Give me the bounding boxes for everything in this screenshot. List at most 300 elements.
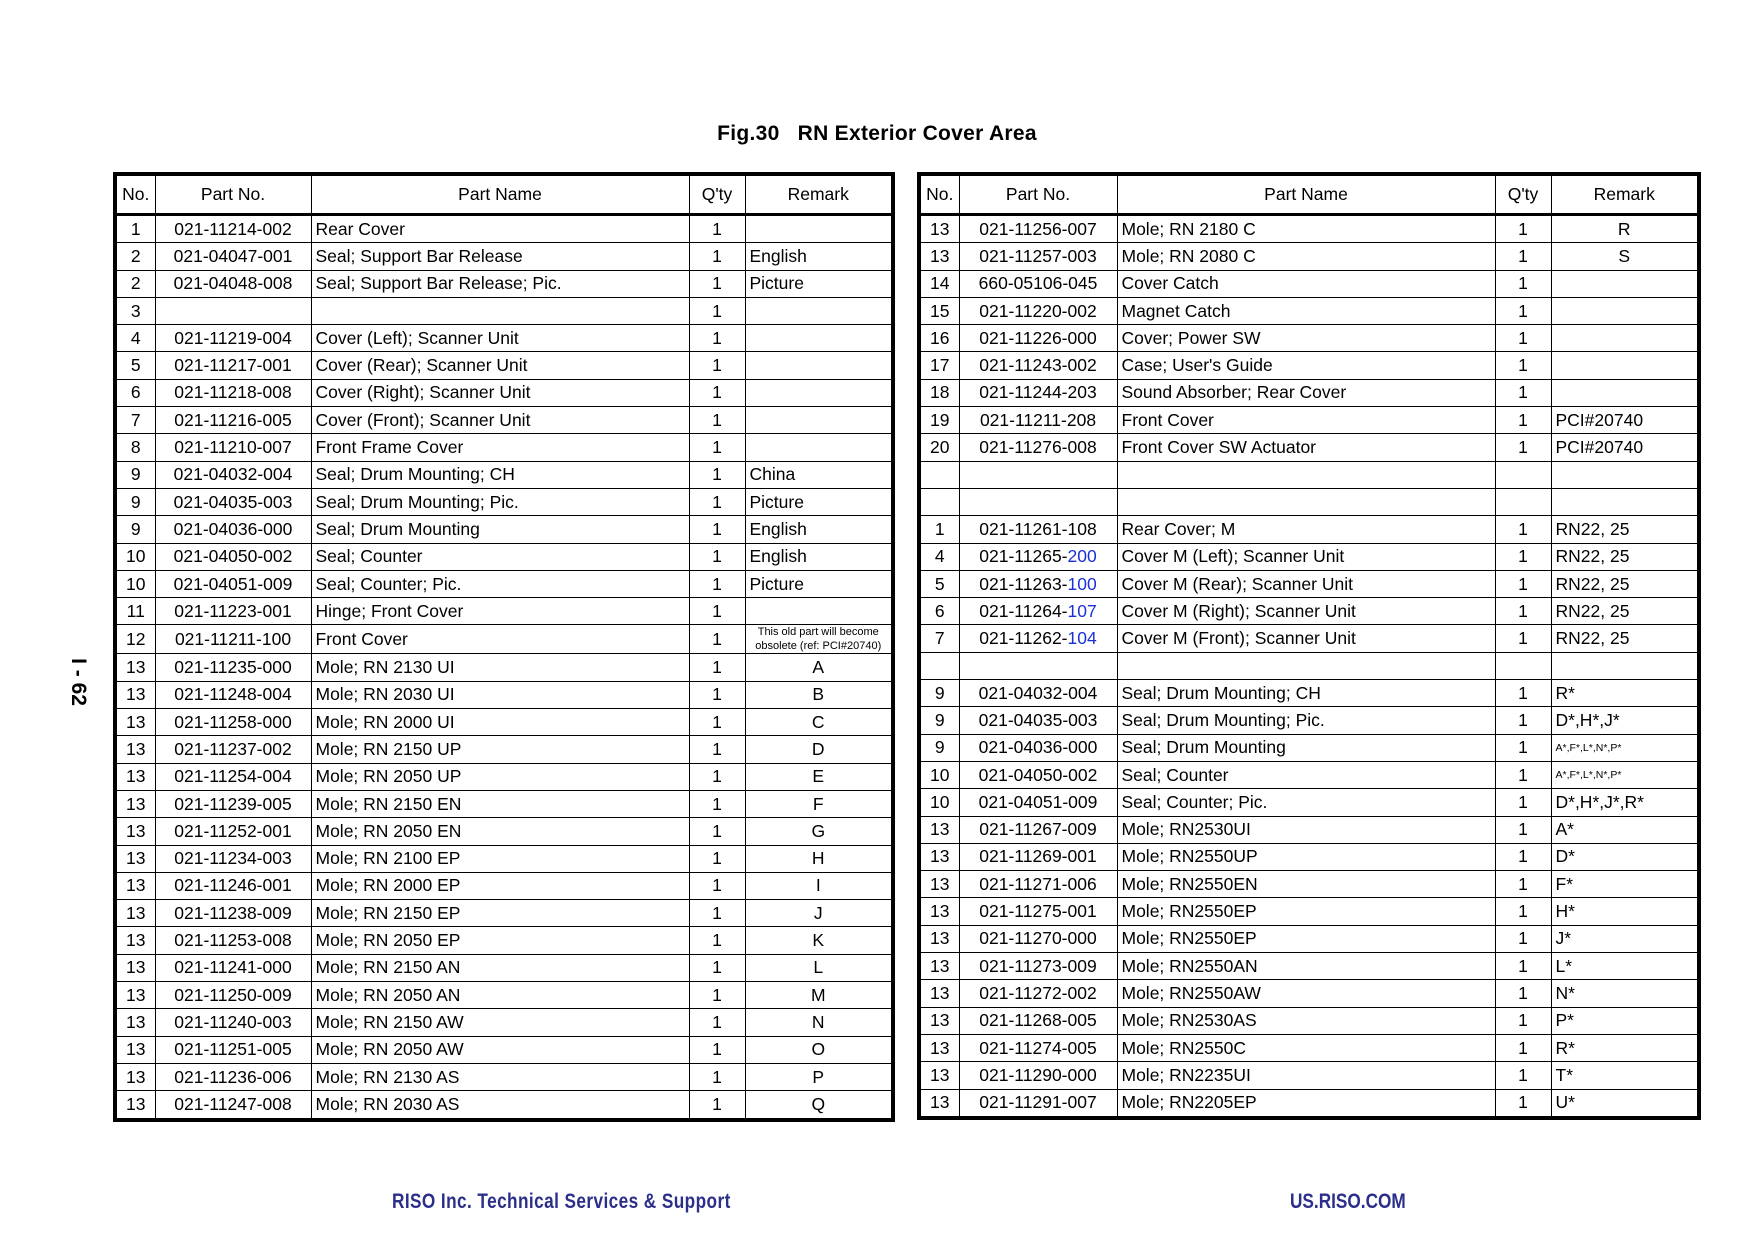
cell-remark: M <box>745 982 893 1009</box>
table-body <box>115 215 893 1120</box>
cell-part-name: Magnet Catch <box>1117 297 1495 324</box>
header-remark: Remark <box>745 174 893 215</box>
cell-part-name: Mole; RN 2080 C <box>1117 243 1495 270</box>
cell-part-no: 021-11268-005 <box>959 1007 1117 1034</box>
cell-no: 10 <box>919 761 959 788</box>
table-row <box>919 1034 1699 1061</box>
cell-part-no: 021-04036-000 <box>155 516 311 543</box>
table-row <box>115 543 893 570</box>
table-row <box>919 898 1699 925</box>
cell-part-no: 021-11246-001 <box>155 872 311 899</box>
header-part-no: Part No. <box>155 174 311 215</box>
cell-remark: English <box>745 243 893 270</box>
cell-part-name: Seal; Drum Mounting; Pic. <box>1117 707 1495 734</box>
cell-part-no: 021-11241-000 <box>155 954 311 981</box>
cell-part-no: 021-11269-001 <box>959 843 1117 870</box>
cell-remark <box>1551 461 1699 488</box>
cell-qty <box>1495 461 1551 488</box>
cell-part-no <box>959 598 1117 625</box>
cell-part-name: Seal; Support Bar Release <box>311 243 689 270</box>
table-row <box>115 325 893 352</box>
cell-no: 13 <box>919 843 959 870</box>
cell-remark: D* <box>1551 843 1699 870</box>
table-row <box>115 818 893 845</box>
cell-qty: 1 <box>689 570 745 597</box>
cell-no: 13 <box>919 816 959 843</box>
cell-part-name: Mole; RN 2050 EP <box>311 927 689 954</box>
cell-remark: A* <box>1551 816 1699 843</box>
cell-no: 7 <box>115 407 155 434</box>
cell-qty: 1 <box>689 243 745 270</box>
table-row <box>115 654 893 681</box>
header-qty: Q'ty <box>1495 174 1551 215</box>
cell-part-no: 021-11238-009 <box>155 900 311 927</box>
cell-qty: 1 <box>1495 325 1551 352</box>
cell-no: 13 <box>919 1062 959 1089</box>
cell-no: 13 <box>115 900 155 927</box>
cell-remark: F* <box>1551 871 1699 898</box>
cell-part-name: Mole; RN 2050 EN <box>311 818 689 845</box>
cell-no: 13 <box>919 243 959 270</box>
cell-remark: Picture <box>745 488 893 515</box>
cell-no: 10 <box>115 543 155 570</box>
cell-part-no: 021-04047-001 <box>155 243 311 270</box>
cell-part-no <box>155 297 311 324</box>
cell-no: 13 <box>919 953 959 980</box>
cell-no: 13 <box>919 1034 959 1061</box>
table-row <box>115 243 893 270</box>
cell-qty: 1 <box>1495 243 1551 270</box>
cell-part-name: Mole; RN 2000 EP <box>311 872 689 899</box>
table-row <box>115 516 893 543</box>
cell-qty: 1 <box>1495 215 1551 243</box>
cell-part-no: 021-04035-003 <box>155 488 311 515</box>
cell-no: 13 <box>115 1009 155 1036</box>
cell-part-name: Seal; Support Bar Release; Pic. <box>311 270 689 297</box>
cell-no: 7 <box>919 625 959 652</box>
table-row <box>919 434 1699 461</box>
cell-remark <box>745 215 893 243</box>
cell-part-no: 021-11267-009 <box>959 816 1117 843</box>
cell-part-no: 021-04032-004 <box>959 680 1117 707</box>
cell-no: 13 <box>919 1089 959 1118</box>
part-no-base: 021-11263- <box>979 573 1068 594</box>
cell-no: 10 <box>919 789 959 816</box>
cell-no <box>919 488 959 515</box>
table-row <box>115 434 893 461</box>
cell-part-name: Mole; RN2205EP <box>1117 1089 1495 1118</box>
cell-part-name: Cover (Left); Scanner Unit <box>311 325 689 352</box>
cell-no: 11 <box>115 598 155 625</box>
cell-qty: 1 <box>689 681 745 708</box>
cell-remark: A*,F*,L*,N*,P* <box>1551 761 1699 788</box>
cell-remark: E <box>745 763 893 790</box>
header-no: No. <box>919 174 959 215</box>
cell-no: 13 <box>115 954 155 981</box>
table-row <box>115 407 893 434</box>
cell-part-name: Mole; RN2550UP <box>1117 843 1495 870</box>
table-row <box>919 407 1699 434</box>
cell-qty: 1 <box>1495 898 1551 925</box>
cell-remark: C <box>745 709 893 736</box>
cell-no: 13 <box>115 1091 155 1120</box>
table-row <box>919 297 1699 324</box>
cell-part-no: 021-11257-003 <box>959 243 1117 270</box>
cell-part-name: Rear Cover <box>311 215 689 243</box>
cell-part-no: 021-11211-208 <box>959 407 1117 434</box>
cell-no: 5 <box>919 570 959 597</box>
cell-remark <box>1551 297 1699 324</box>
table-row <box>115 488 893 515</box>
cell-part-no: 021-04036-000 <box>959 734 1117 761</box>
table-row <box>919 871 1699 898</box>
cell-part-no: 021-11220-002 <box>959 297 1117 324</box>
cell-no: 16 <box>919 325 959 352</box>
cell-remark <box>1551 270 1699 297</box>
cell-part-name: Mole; RN 2150 AN <box>311 954 689 981</box>
cell-remark: T* <box>1551 1062 1699 1089</box>
cell-part-no: 021-11244-203 <box>959 379 1117 406</box>
table-row <box>919 1089 1699 1118</box>
cell-remark: K <box>745 927 893 954</box>
cell-part-name: Mole; RN 2050 AW <box>311 1036 689 1063</box>
cell-part-name: Cover M (Left); Scanner Unit <box>1117 543 1495 570</box>
cell-part-no: 021-11270-000 <box>959 925 1117 952</box>
cell-remark: S <box>1551 243 1699 270</box>
cell-remark: PCI#20740 <box>1551 434 1699 461</box>
table-row <box>919 215 1699 243</box>
cell-remark: H <box>745 845 893 872</box>
cell-qty: 1 <box>689 982 745 1009</box>
table-row <box>919 352 1699 379</box>
cell-part-name: Mole; RN 2180 C <box>1117 215 1495 243</box>
cell-remark: A*,F*,L*,N*,P* <box>1551 734 1699 761</box>
cell-remark <box>745 434 893 461</box>
cell-remark: N <box>745 1009 893 1036</box>
table-row <box>919 625 1699 652</box>
header-part-name: Part Name <box>1117 174 1495 215</box>
cell-no: 13 <box>115 654 155 681</box>
cell-no: 9 <box>919 734 959 761</box>
cell-qty: 1 <box>689 790 745 817</box>
cell-remark: A <box>745 654 893 681</box>
cell-part-name: Mole; RN2550EP <box>1117 898 1495 925</box>
cell-no: 1 <box>919 516 959 543</box>
table-row <box>919 707 1699 734</box>
cell-no: 13 <box>919 898 959 925</box>
table-row <box>115 1091 893 1120</box>
cell-remark: P* <box>1551 1007 1699 1034</box>
cell-part-no: 021-11234-003 <box>155 845 311 872</box>
cell-qty: 1 <box>1495 625 1551 652</box>
cell-no: 1 <box>115 215 155 243</box>
cell-remark: I <box>745 872 893 899</box>
table-row <box>115 1036 893 1063</box>
table-row <box>115 215 893 243</box>
cell-qty: 1 <box>689 215 745 243</box>
cell-part-no: 021-11217-001 <box>155 352 311 379</box>
table-header-row <box>919 174 1699 215</box>
cell-part-name: Cover M (Right); Scanner Unit <box>1117 598 1495 625</box>
cell-qty: 1 <box>1495 270 1551 297</box>
cell-part-name: Cover (Rear); Scanner Unit <box>311 352 689 379</box>
cell-qty: 1 <box>689 270 745 297</box>
cell-no: 9 <box>115 488 155 515</box>
cell-part-name <box>311 297 689 324</box>
table-row <box>919 243 1699 270</box>
cell-qty: 1 <box>1495 598 1551 625</box>
cell-qty: 1 <box>1495 570 1551 597</box>
cell-remark: H* <box>1551 898 1699 925</box>
part-no-base: 021-11262- <box>979 628 1068 649</box>
cell-qty: 1 <box>1495 1034 1551 1061</box>
cell-no: 14 <box>919 270 959 297</box>
cell-part-name: Cover Catch <box>1117 270 1495 297</box>
cell-part-no: 021-11219-004 <box>155 325 311 352</box>
cell-part-no: 021-11251-005 <box>155 1036 311 1063</box>
cell-qty: 1 <box>689 461 745 488</box>
table-row <box>919 543 1699 570</box>
table-row <box>919 843 1699 870</box>
cell-remark: PCI#20740 <box>1551 407 1699 434</box>
cell-no: 13 <box>115 1063 155 1090</box>
cell-qty: 1 <box>689 1009 745 1036</box>
cell-part-no: 021-11256-007 <box>959 215 1117 243</box>
parts-table-right <box>917 172 1701 1120</box>
cell-part-no: 660-05106-045 <box>959 270 1117 297</box>
cell-no: 20 <box>919 434 959 461</box>
cell-part-no: 021-11276-008 <box>959 434 1117 461</box>
cell-part-name: Mole; RN 2150 EP <box>311 900 689 927</box>
table-row <box>919 652 1699 679</box>
cell-part-name <box>1117 488 1495 515</box>
cell-part-no: 021-11253-008 <box>155 927 311 954</box>
cell-no: 13 <box>115 818 155 845</box>
cell-remark: F <box>745 790 893 817</box>
table-row <box>115 625 893 654</box>
cell-qty: 1 <box>1495 953 1551 980</box>
cell-remark: R <box>1551 215 1699 243</box>
cell-part-no: 021-11274-005 <box>959 1034 1117 1061</box>
cell-part-no: 021-04035-003 <box>959 707 1117 734</box>
cell-remark: J* <box>1551 925 1699 952</box>
cell-qty: 1 <box>689 900 745 927</box>
cell-no: 13 <box>919 215 959 243</box>
cell-remark <box>1551 352 1699 379</box>
cell-qty: 1 <box>1495 761 1551 788</box>
cell-no: 15 <box>919 297 959 324</box>
cell-part-no: 021-11261-108 <box>959 516 1117 543</box>
page-number: I - 62 <box>66 658 90 706</box>
cell-part-no: 021-11291-007 <box>959 1089 1117 1118</box>
cell-qty: 1 <box>689 379 745 406</box>
cell-part-name: Seal; Counter; Pic. <box>1117 789 1495 816</box>
part-no-revision: 200 <box>1067 546 1097 567</box>
figure-caption: RN Exterior Cover Area <box>797 122 1037 145</box>
cell-part-no <box>959 461 1117 488</box>
table-row <box>115 845 893 872</box>
cell-remark: R* <box>1551 1034 1699 1061</box>
cell-part-name: Mole; RN2550EN <box>1117 871 1495 898</box>
table-row <box>919 789 1699 816</box>
table-row <box>919 953 1699 980</box>
table-row <box>115 461 893 488</box>
table-row <box>919 516 1699 543</box>
cell-part-no <box>959 625 1117 652</box>
cell-remark <box>1551 488 1699 515</box>
cell-part-name: Front Cover <box>311 625 689 654</box>
cell-qty: 1 <box>689 1091 745 1120</box>
cell-remark <box>745 325 893 352</box>
cell-qty: 1 <box>689 763 745 790</box>
cell-part-no: 021-11226-000 <box>959 325 1117 352</box>
cell-part-no: 021-11210-007 <box>155 434 311 461</box>
cell-part-no: 021-11271-006 <box>959 871 1117 898</box>
cell-qty: 1 <box>689 654 745 681</box>
cell-qty: 1 <box>1495 816 1551 843</box>
cell-qty <box>1495 488 1551 515</box>
cell-no: 5 <box>115 352 155 379</box>
table-row <box>919 379 1699 406</box>
table-row <box>115 872 893 899</box>
cell-remark: RN22, 25 <box>1551 570 1699 597</box>
cell-qty: 1 <box>1495 871 1551 898</box>
cell-part-name: Mole; RN2550C <box>1117 1034 1495 1061</box>
cell-no <box>919 652 959 679</box>
footer-company: RISO Inc. Technical Services & Support <box>392 1190 731 1213</box>
cell-qty: 1 <box>689 818 745 845</box>
cell-no: 2 <box>115 243 155 270</box>
cell-part-name <box>1117 461 1495 488</box>
table-row <box>919 734 1699 761</box>
cell-qty: 1 <box>689 407 745 434</box>
cell-part-name: Cover; Power SW <box>1117 325 1495 352</box>
table-row <box>115 270 893 297</box>
cell-remark: P <box>745 1063 893 1090</box>
cell-part-name: Sound Absorber; Rear Cover <box>1117 379 1495 406</box>
cell-part-name: Mole; RN 2050 UP <box>311 763 689 790</box>
cell-part-name: Mole; RN 2000 UI <box>311 709 689 736</box>
cell-no: 13 <box>115 790 155 817</box>
cell-no: 6 <box>919 598 959 625</box>
cell-part-name: Seal; Counter; Pic. <box>311 570 689 597</box>
header-no: No. <box>115 174 155 215</box>
cell-part-name: Mole; RN 2030 AS <box>311 1091 689 1120</box>
cell-qty: 1 <box>1495 1089 1551 1118</box>
table-row <box>115 982 893 1009</box>
cell-part-name: Seal; Counter <box>1117 761 1495 788</box>
cell-no: 13 <box>919 980 959 1007</box>
cell-qty: 1 <box>1495 516 1551 543</box>
part-no-revision: 100 <box>1067 573 1097 594</box>
cell-qty: 1 <box>1495 734 1551 761</box>
cell-part-name: Seal; Counter <box>311 543 689 570</box>
cell-qty: 1 <box>689 845 745 872</box>
table-row <box>919 570 1699 597</box>
header-remark: Remark <box>1551 174 1699 215</box>
cell-no: 13 <box>115 709 155 736</box>
cell-no: 19 <box>919 407 959 434</box>
cell-part-no: 021-11254-004 <box>155 763 311 790</box>
cell-no: 4 <box>115 325 155 352</box>
table-row <box>919 488 1699 515</box>
cell-qty: 1 <box>1495 680 1551 707</box>
cell-remark: RN22, 25 <box>1551 543 1699 570</box>
cell-qty: 1 <box>1495 789 1551 816</box>
cell-no: 8 <box>115 434 155 461</box>
parts-table-left <box>113 172 895 1122</box>
table-row <box>919 270 1699 297</box>
header-part-name: Part Name <box>311 174 689 215</box>
cell-remark: R* <box>1551 680 1699 707</box>
cell-part-no: 021-11216-005 <box>155 407 311 434</box>
cell-part-no: 021-04051-009 <box>959 789 1117 816</box>
table-row <box>919 325 1699 352</box>
table-header-row <box>115 174 893 215</box>
cell-no: 9 <box>115 461 155 488</box>
cell-part-no <box>959 488 1117 515</box>
cell-no: 17 <box>919 352 959 379</box>
cell-qty: 1 <box>1495 352 1551 379</box>
cell-part-no: 021-11237-002 <box>155 736 311 763</box>
cell-part-name: Mole; RN2550EP <box>1117 925 1495 952</box>
cell-no: 9 <box>115 516 155 543</box>
cell-remark <box>1551 379 1699 406</box>
cell-remark: B <box>745 681 893 708</box>
cell-no: 9 <box>919 680 959 707</box>
figure-number: Fig.30 <box>717 122 780 145</box>
table-row <box>115 1009 893 1036</box>
cell-qty: 1 <box>689 709 745 736</box>
cell-qty: 1 <box>689 954 745 981</box>
cell-remark: O <box>745 1036 893 1063</box>
table-row <box>115 297 893 324</box>
cell-no: 10 <box>115 570 155 597</box>
cell-qty: 1 <box>1495 707 1551 734</box>
cell-qty: 1 <box>1495 297 1551 324</box>
cell-remark: RN22, 25 <box>1551 516 1699 543</box>
cell-part-name: Seal; Drum Mounting; CH <box>311 461 689 488</box>
cell-qty: 1 <box>1495 843 1551 870</box>
cell-no: 12 <box>115 625 155 654</box>
table-body <box>919 215 1699 1118</box>
cell-part-name: Mole; RN2550AN <box>1117 953 1495 980</box>
table-row <box>115 681 893 708</box>
cell-part-name: Front Cover SW Actuator <box>1117 434 1495 461</box>
cell-part-no: 021-04051-009 <box>155 570 311 597</box>
cell-part-no: 021-11252-001 <box>155 818 311 845</box>
cell-part-name: Seal; Drum Mounting <box>311 516 689 543</box>
cell-part-no: 021-11258-000 <box>155 709 311 736</box>
cell-part-no: 021-04050-002 <box>959 761 1117 788</box>
cell-remark: Q <box>745 1091 893 1120</box>
cell-part-no: 021-04032-004 <box>155 461 311 488</box>
cell-remark: D*,H*,J*,R* <box>1551 789 1699 816</box>
cell-part-name: Hinge; Front Cover <box>311 598 689 625</box>
cell-no: 6 <box>115 379 155 406</box>
cell-part-name: Front Cover <box>1117 407 1495 434</box>
table-row <box>115 900 893 927</box>
part-no-base: 021-11264- <box>979 600 1068 621</box>
table-row <box>115 352 893 379</box>
table-row <box>919 980 1699 1007</box>
header-qty: Q'ty <box>689 174 745 215</box>
cell-remark <box>745 352 893 379</box>
table-row <box>115 598 893 625</box>
cell-qty: 1 <box>689 488 745 515</box>
cell-no: 2 <box>115 270 155 297</box>
cell-qty: 1 <box>1495 379 1551 406</box>
